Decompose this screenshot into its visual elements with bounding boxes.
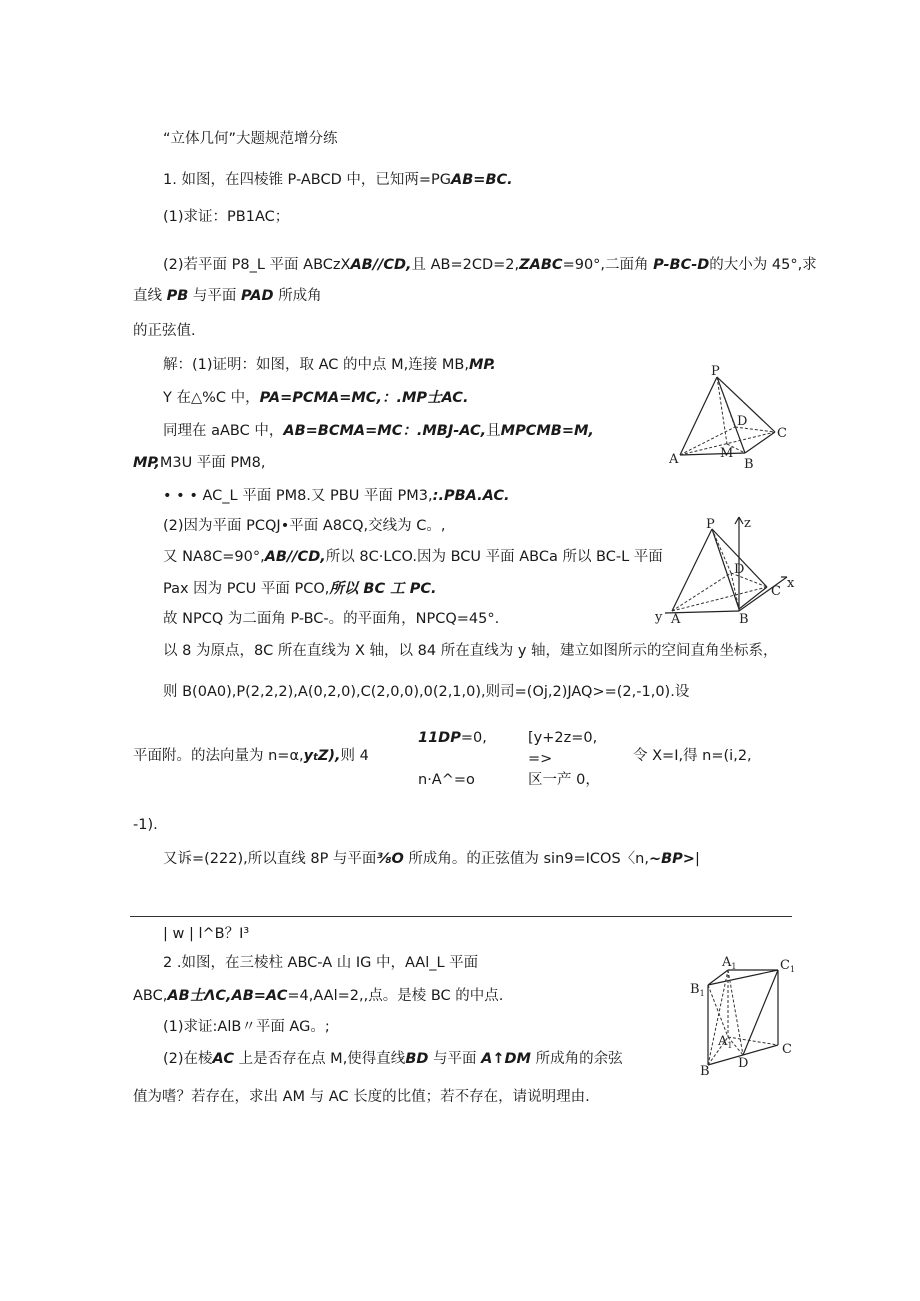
problem-2-conditions: ABC,AB士ΛC,AB=AC=4,AAl=2,,点。是棱 BC 的中点.: [133, 988, 504, 1004]
equation-d: 令 X=I,得 n=(i,2,: [633, 748, 752, 764]
problem-1-q1: (1)求证：PB1AC；: [163, 209, 290, 225]
label-C: C: [782, 1042, 792, 1057]
prism-figure-3: [688, 955, 800, 1077]
label-D: D: [734, 562, 745, 577]
label-D: D: [737, 414, 748, 429]
solution-line-13: -1).: [133, 817, 158, 833]
problem-1-q2: (2)若平面 P8_L 平面 ABCzXAB//CD,且 AB=2CD=2,ZABC=90°,二面角 P-BC-D的大小为 45°,求: [163, 257, 817, 273]
label-M: M: [720, 446, 734, 461]
label-C: C: [771, 584, 781, 599]
solution-line-9: 故 NPCQ 为二面角 P-BC-。的平面角，NPCQ=45°.: [163, 611, 500, 627]
label-y: y: [655, 610, 663, 625]
solution-line-6: (2)因为平面 PCQJ•平面 A8CQ,交线为 C。,: [163, 518, 446, 534]
solution-line-11: 则 B(0A0),P(2,2,2),A(0,2,0),C(2,0,0),0(2,1,0),则司=(Oj,2)JAQ>=(2,-1,0).设: [163, 684, 690, 700]
solution-line-7: 又 NA8C=90°,AB//CD,所以 8C·LCO.因为 BCU 平面 ABCa 所以 BC-L 平面: [163, 549, 663, 565]
equation-c2: =>: [528, 751, 553, 767]
problem-2-intro: 2 .如图，在三棱柱 ABC-A 山 IG 中，AAl_L 平面: [163, 955, 479, 971]
label-P: P: [711, 365, 720, 379]
label-A: A: [671, 612, 681, 625]
label-z: z: [744, 516, 751, 531]
label-D: D: [738, 1056, 749, 1071]
solution-line-14: 又诉=(222),所以直线 8P 与平面⅜O 所成角。的正弦值为 sin9=ICOS〈n,~BP>|: [163, 851, 700, 867]
solution-line-3: 同理在 aABC 中，AB=BCMA=MC：.MBJ-AC,且MPCMB=M,: [163, 423, 594, 439]
equation-c3: 区一产 0，: [528, 772, 600, 788]
label-B: B: [739, 612, 749, 625]
problem-2-q2: (2)在棱AC 上是否存在点 M,使得直线BD 与平面 A↑DM 所成角的余弦: [163, 1051, 623, 1067]
solution-line-2: Y 在△%C 中，PA=PCMA=MC,：.MP士AC.: [163, 390, 469, 406]
solution-line-8: Pax 因为 PCU 平面 PCO,所以 BC 工 PC.: [163, 581, 437, 597]
label-P: P: [706, 517, 715, 532]
page-title: “立体几何”大题规范增分练: [163, 131, 338, 147]
pyramid-figure-1: [665, 365, 795, 475]
solution-line-1: 解：(1)证明：如图，取 AC 的中点 M,连接 MB,MP.: [163, 357, 496, 373]
label-B1: $B_1$: [690, 982, 705, 998]
equation-b: n·A^=o: [418, 772, 475, 788]
problem-1-q2-cont: 直线 PB 与平面 PAD 所成角: [133, 288, 322, 304]
solution-line-10: 以 8 为原点，8C 所在直线为 X 轴，以 84 所在直线为 y 轴，建立如图所示的空间直角坐标系，: [163, 643, 778, 659]
equation-c1: [y+2z=0,: [528, 730, 598, 746]
label-C1: $C_1$: [780, 958, 796, 974]
label-B: B: [744, 457, 754, 472]
label-A1: $A_1$: [722, 955, 737, 971]
label-C: C: [777, 426, 787, 441]
solution-line-4: MP,M3U 平面 PM8,: [133, 455, 266, 471]
problem-2-fragment: | w | l^B？I³: [163, 926, 250, 942]
problem-2-q2-cont: 值为嗜？若存在，求出 AM 与 AC 长度的比值；若不存在，请说明理由.: [133, 1089, 590, 1105]
label-A: A: [669, 452, 679, 467]
problem-1-q2-end: 的正弦值.: [133, 323, 196, 339]
problem-1-intro: 1. 如图，在四棱锥 P-ABCD 中，已知两=PGAB=BC.: [163, 172, 513, 188]
divider: [130, 916, 792, 917]
label-x: x: [787, 576, 795, 591]
pyramid-figure-2-axes: [655, 515, 795, 625]
label-B: B: [700, 1064, 710, 1077]
equation-a: 11DP=0,: [418, 730, 487, 746]
solution-line-5: • • • AC_L 平面 PM8.又 PBU 平面 PM3,:.PBA.AC.: [163, 488, 510, 504]
problem-2-q1: (1)求证:AlB〃平面 AG。;: [163, 1019, 330, 1035]
solution-line-12: 平面附。的法向量为 n=α,ytZ),则 4: [133, 748, 369, 764]
label-A: $A_1$: [718, 1034, 733, 1050]
